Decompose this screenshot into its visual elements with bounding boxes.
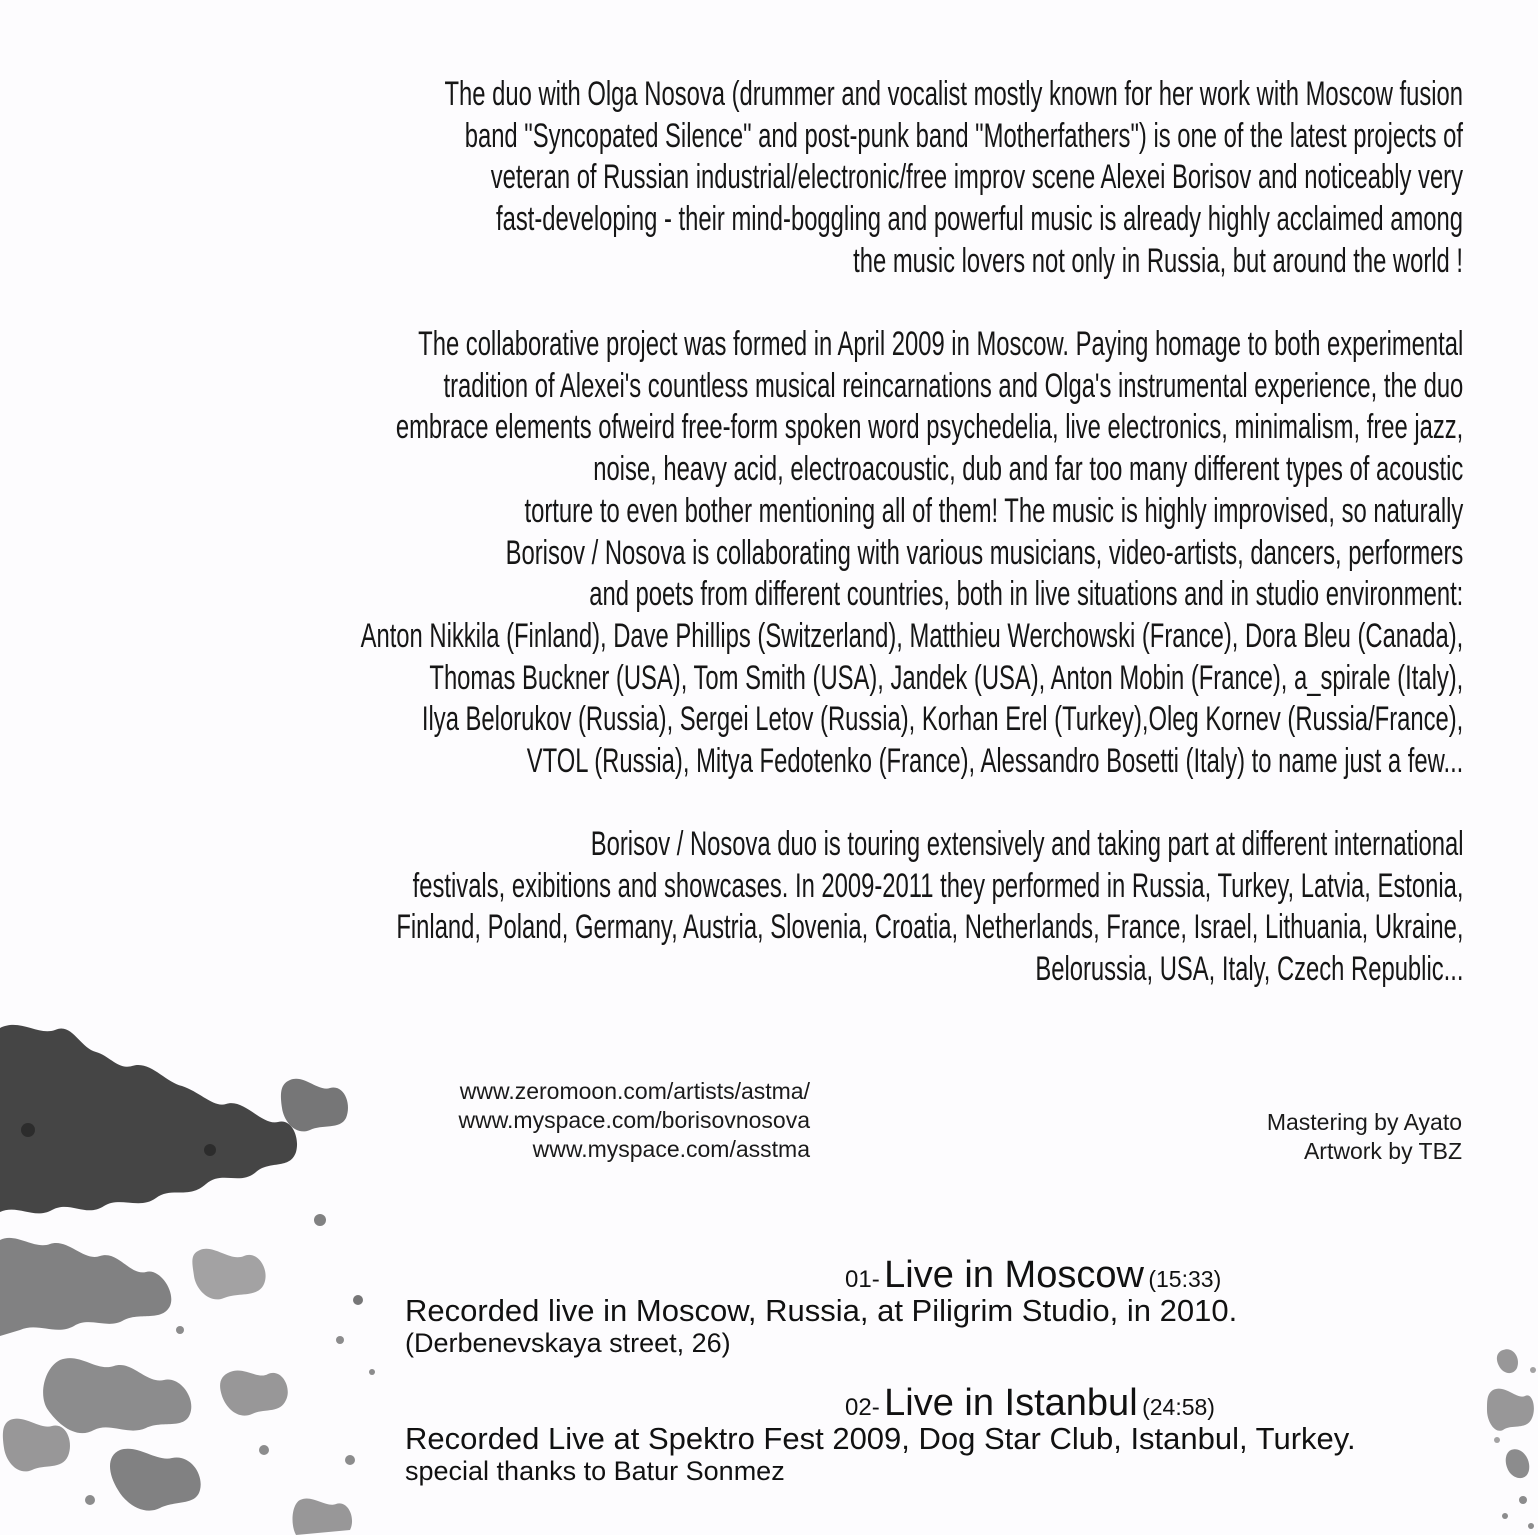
bio-line: VTOL (Russia), Mitya Fedotenko (France), Alessandro Bosetti (Italy) to name just a few...	[526, 742, 1463, 781]
website-link-myspace-asstma[interactable]: www.myspace.com/asstma	[532, 1136, 810, 1162]
credit-artwork: Artwork by TBZ	[1303, 1138, 1462, 1164]
bio-line: The collaborative project was formed in April 2009 in Moscow. Paying homage to both experimental	[417, 325, 1463, 363]
track-note: special thanks to Batur Sonmez	[405, 1456, 785, 1486]
bio-line: Anton Nikkila (Finland), Dave Phillips (Switzerland), Matthieu Werchowski (France), Dora Bleu (Canada),	[360, 616, 1463, 655]
bio-line: tradition of Alexei's countless musical reincarnations and Olga's instrumental experience, the duo	[443, 366, 1463, 405]
bio-line: noise, heavy acid, electroacoustic, dub and far too many different types of acoustic	[592, 450, 1463, 489]
bio-line: Borisov / Nosova duo is touring extensively and taking part at different international	[590, 825, 1463, 863]
bio-line: and poets from different countries, both in live situations and in studio environment:	[588, 575, 1463, 614]
website-link-myspace-borisovnosova[interactable]: www.myspace.com/borisovnosova	[458, 1107, 810, 1133]
track-duration: (15:33)	[1148, 1266, 1222, 1292]
track-1-title	[845, 1254, 1221, 1297]
track-2-description	[405, 1422, 1356, 1486]
bio-line: fast-developing - their mind-boggling and powerful music is already highly acclaimed among	[495, 200, 1463, 239]
track-name: Live in Moscow	[884, 1254, 1144, 1296]
bio-line: Belorussia, USA, Italy, Czech Republic...	[1034, 950, 1463, 989]
credit-mastering: Mastering by Ayato	[1266, 1109, 1462, 1135]
track-recording-info: Recorded live in Moscow, Russia, at Piligrim Studio, in 2010.	[405, 1293, 1238, 1328]
track-recording-info: Recorded Live at Spektro Fest 2009, Dog Star Club, Istanbul, Turkey.	[405, 1421, 1356, 1456]
bio-line: Ilya Belorukov (Russia), Sergei Letov (Russia), Korhan Erel (Turkey),Oleg Kornev (Russia/France),	[421, 700, 1463, 739]
track-name: Live in Istanbul	[884, 1382, 1138, 1424]
bio-line: band "Syncopated Silence" and post-punk band "Motherfathers") is one of the latest projects of	[464, 116, 1464, 155]
bio-line: Thomas Buckner (USA), Tom Smith (USA), Jandek (USA), Anton Mobin (France), a_spirale (Italy),	[429, 658, 1464, 697]
grunge-texture-right	[1433, 1330, 1538, 1535]
bio-paragraph-1	[444, 74, 1463, 283]
bio-line: the music lovers not only in Russia, but around the world !	[853, 241, 1463, 280]
bio-line: torture to even bother mentioning all of them! The music is highly improvised, so naturally	[524, 491, 1463, 530]
bio-line: festivals, exibitions and showcases. In 2009-2011 they performed in Russia, Turkey, Latvia, Estonia,	[412, 866, 1463, 905]
track-number: 02-	[845, 1394, 880, 1421]
track-note: (Derbenevskaya street, 26)	[405, 1328, 731, 1358]
website-links	[380, 1077, 810, 1164]
bio-paragraph-2	[360, 324, 1463, 783]
track-2-title	[845, 1382, 1215, 1425]
bio-line: veteran of Russian industrial/electronic/free improv scene Alexei Borisov and noticeably very	[490, 158, 1464, 197]
bio-line: embrace elements ofweird free-form spoken word psychedelia, live electronics, minimalism, free jazz,	[395, 408, 1464, 447]
grunge-texture-left	[0, 1000, 390, 1535]
track-1-description	[405, 1294, 1237, 1358]
track-number: 01-	[845, 1266, 880, 1293]
credits	[1267, 1108, 1462, 1166]
bio-line: Borisov / Nosova is collaborating with various musicians, video-artists, dancers, performers	[505, 533, 1463, 572]
bio-line: Finland, Poland, Germany, Austria, Slovenia, Croatia, Netherlands, France, Israel, Lithuania, Ukraine,	[395, 908, 1463, 947]
bio-paragraph-3	[396, 824, 1463, 991]
bio-line: The duo with Olga Nosova (drummer and vocalist mostly known for her work with Moscow fusion	[444, 75, 1463, 113]
track-duration: (24:58)	[1142, 1394, 1215, 1420]
website-link-zeromoon[interactable]: www.zeromoon.com/artists/astma/	[459, 1078, 810, 1104]
